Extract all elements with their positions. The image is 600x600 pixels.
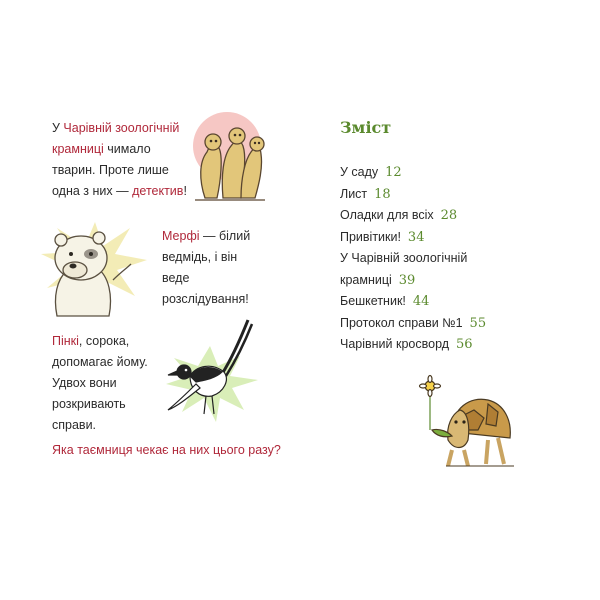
toc-item-label: У саду	[340, 165, 379, 179]
intro-prefix: У	[52, 121, 64, 135]
meerkats-illustration	[185, 110, 270, 205]
magpie-illustration	[160, 318, 265, 428]
toc-item[interactable]	[340, 227, 500, 249]
toc-item[interactable]	[340, 248, 500, 291]
toc-item-label: Лист	[340, 186, 368, 201]
toc-item-page: 12	[385, 165, 402, 180]
toc-item[interactable]	[340, 205, 500, 227]
toc-item-page: 18	[374, 186, 391, 202]
tortoise-illustration	[418, 378, 518, 468]
toc-item-label: Оладки для всіх	[340, 208, 434, 222]
intro-paragraph	[52, 118, 187, 202]
toc-item-label: Протокол справи №1	[340, 315, 463, 330]
detective-word: детектив	[132, 184, 184, 198]
toc-item-label: Чарівний кросворд	[340, 337, 450, 351]
shop-name: Чарівній зоологічній крамниці	[52, 121, 180, 156]
toc-item[interactable]	[340, 184, 500, 206]
toc-item-page: 56	[455, 337, 473, 352]
pinky-text: , сорока, допомагає йому. Удвох вони розкривають справи.	[52, 334, 148, 432]
toc-item-page: 28	[440, 208, 458, 223]
toc-item-page: 55	[469, 315, 487, 331]
pinky-paragraph	[52, 331, 170, 436]
toc-title: Зміст	[340, 118, 392, 137]
murphy-paragraph	[162, 226, 262, 310]
toc-item-label: У Чарівній зоологічній крамниці	[340, 251, 468, 287]
murphy-name: Мерфі	[162, 229, 200, 243]
toc-item[interactable]	[340, 291, 500, 313]
toc-item-label: Привітики!	[340, 229, 401, 244]
toc-item-page: 44	[412, 294, 430, 309]
mystery-question: Яка таємниця чекає на них цього разу?	[52, 443, 281, 457]
polar-bear-illustration	[35, 218, 150, 316]
intro-text: чимало тварин. Проте лише одна з них —	[52, 142, 169, 198]
pinky-name: Пінкі	[52, 334, 79, 348]
murphy-text: — білий ведмідь, і він веде розслідування!	[162, 229, 251, 306]
toc-item-page: 39	[398, 272, 416, 288]
toc-item[interactable]	[340, 313, 500, 335]
intro-end: !	[183, 184, 187, 198]
toc-item-label: Бешкетник!	[340, 294, 406, 308]
table-of-contents	[340, 162, 500, 356]
toc-item[interactable]	[340, 162, 500, 184]
toc-item-page: 34	[407, 229, 425, 245]
toc-item[interactable]	[340, 334, 500, 356]
